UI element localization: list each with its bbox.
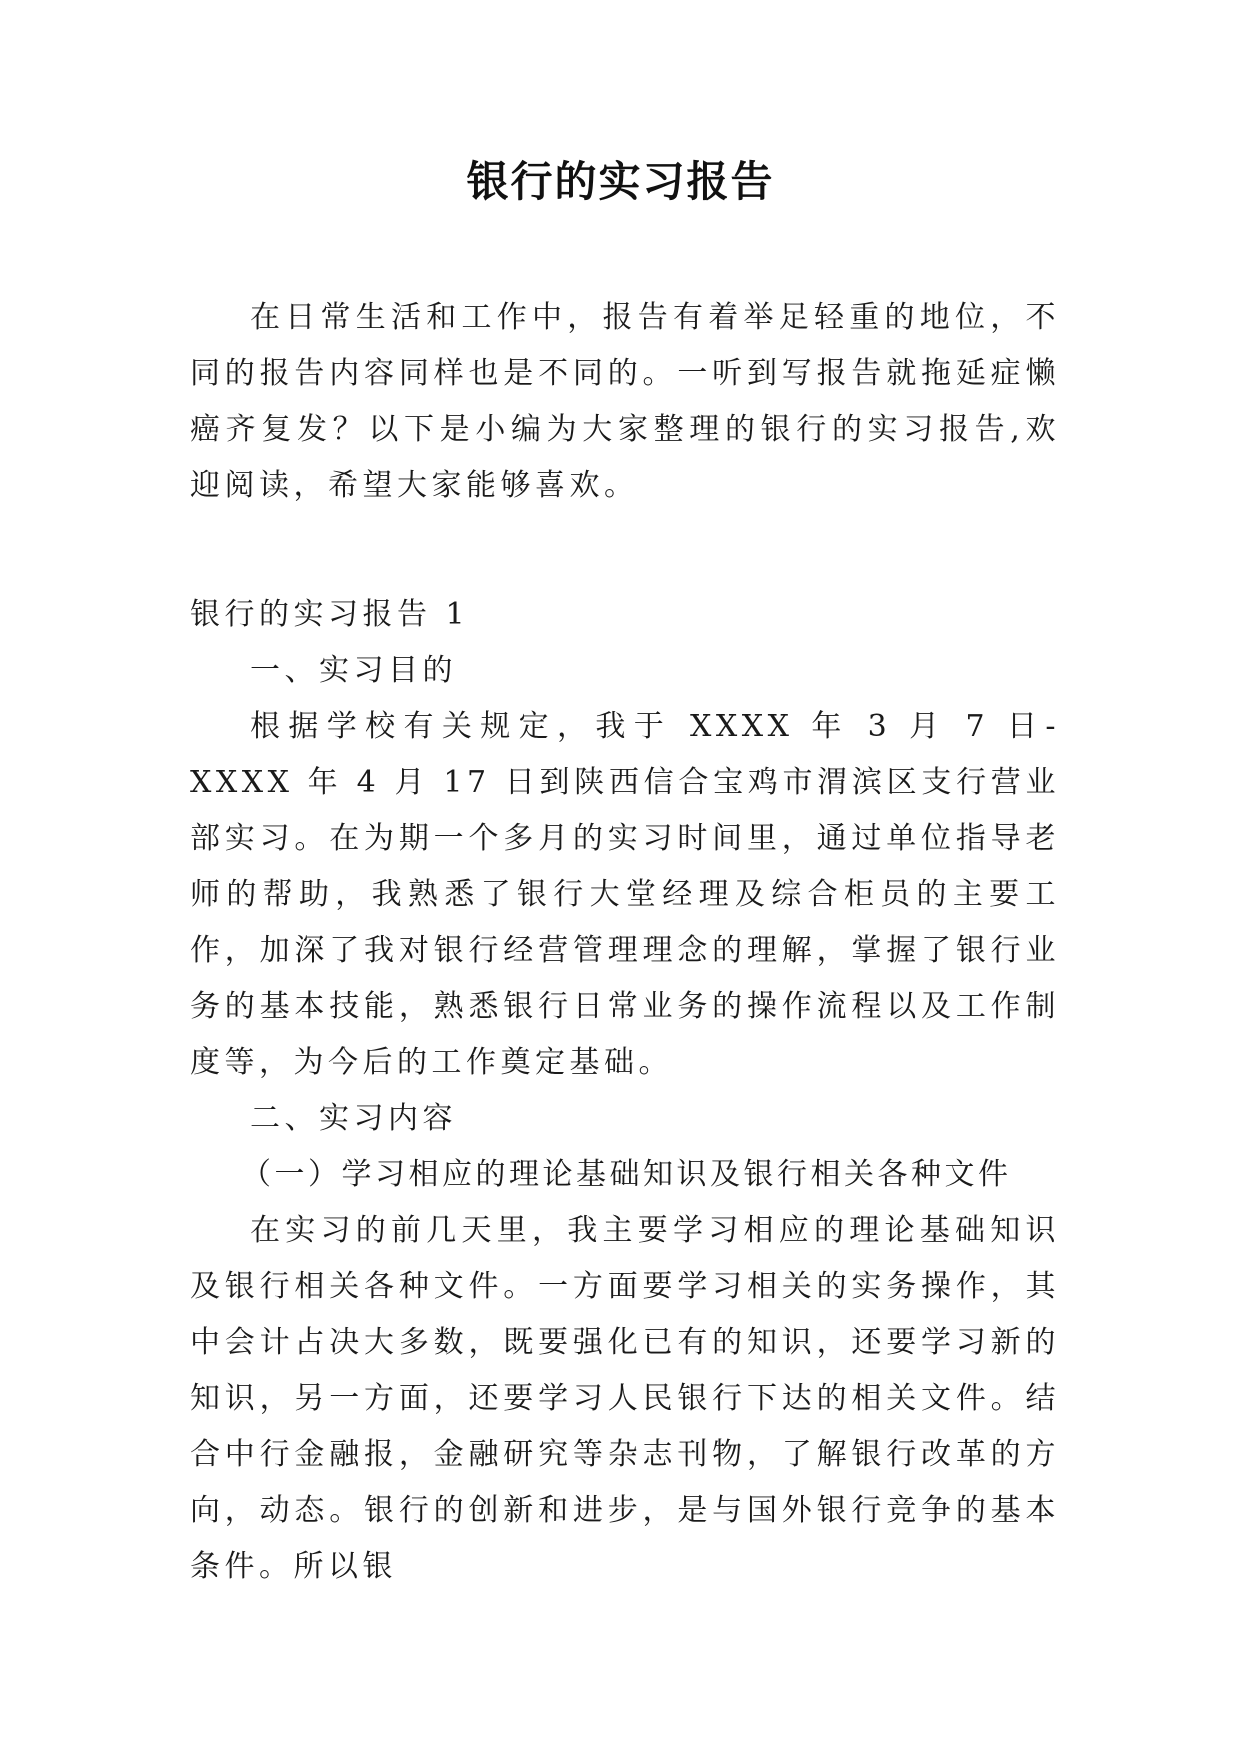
section-title: 银行的实习报告 1 [190, 597, 470, 632]
paragraph-theory: 在实习的前几天里，我主要学习相应的理论基础知识及银行相关各种文件。一方面要学习相关的实务操作，其中会计占决大多数，既要强化已有的知识，还要学习新的知识，另一方面，还要学习人民银行下达的相关文件。结合中行金融报，金融研究等杂志刊物，了解银行改革的方向，动态。银行的创新和进步，是与国外银行竞争的基本条件。所以银 [190, 1213, 1060, 1584]
subheading-theory: （一）学习相应的理论基础知识及银行相关各种文件 [241, 1157, 1012, 1192]
heading-content: 二、实习内容 [250, 1101, 457, 1136]
report-body [190, 587, 1060, 1595]
document-title: 银行的实习报告 [466, 157, 775, 206]
intro-block [190, 290, 1060, 514]
heading-purpose: 一、实习目的 [250, 653, 457, 688]
paragraph-purpose: 根据学校有关规定，我于 XXXX 年 3 月 7 日-XXXX 年 4 月 17 日到陕西信合宝鸡市渭滨区支行营业部实习。在为期一个多月的实习时间里，通过单位指导老师的帮助，我熟悉了银行大堂经理及综合柜员的主要工作，加深了我对银行经营管理理念的理解，掌握了银行业务的基本技能，熟悉银行日常业务的操作流程以及工作制度等，为今后的工作奠定基础。 [190, 709, 1060, 1080]
intro-paragraph: 在日常生活和工作中，报告有着举足轻重的地位，不同的报告内容同样也是不同的。一听到写报告就拖延症懒癌齐复发？以下是小编为大家整理的银行的实习报告,欢迎阅读，希望大家能够喜欢。 [190, 300, 1060, 503]
